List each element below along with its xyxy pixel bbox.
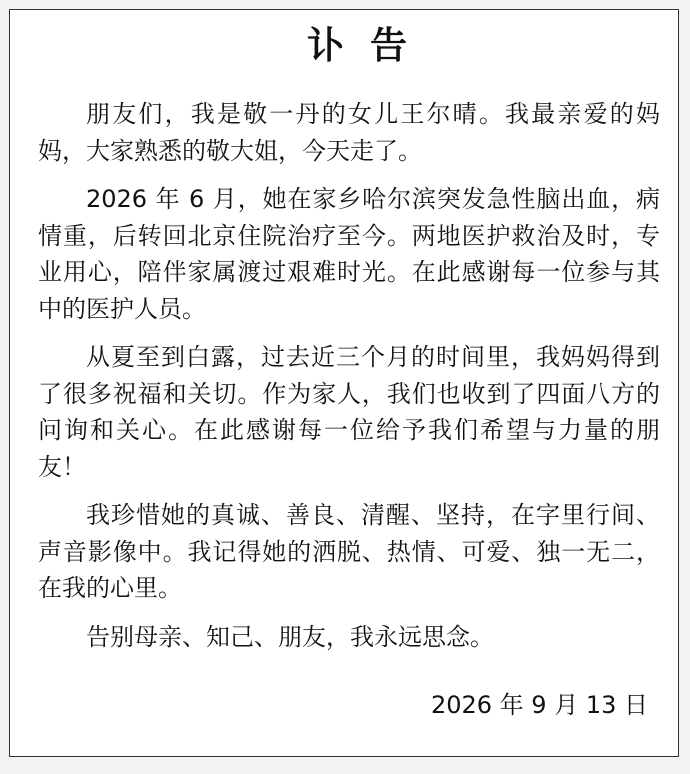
paragraph-illness: 2026 年 6 月，她在家乡哈尔滨突发急性脑出血，病情重，后转回北京住院治疗至今。两地医护救治及时，专业用心，陪伴家属渡过艰难时光。在此感谢每一位参与其中的医护人员。 bbox=[38, 185, 660, 323]
obituary-notice bbox=[9, 9, 679, 757]
notice-date: 2026 年 9 月 13 日 bbox=[430, 691, 648, 719]
paragraph-intro: 朋友们，我是敬一丹的女儿王尔晴。我最亲爱的妈妈，大家熟悉的敬大姐，今天走了。 bbox=[38, 100, 660, 165]
notice-body bbox=[38, 96, 660, 667]
paragraph-thanks: 从夏至到白露，过去近三个月的时间里，我妈妈得到了很多祝福和关切。作为家人，我们也收到了四面八方的问询和关心。在此感谢每一位给予我们希望与力量的朋友！ bbox=[38, 343, 660, 481]
notice-title: 讣告 bbox=[307, 24, 433, 67]
paragraph-memory: 我珍惜她的真诚、善良、清醒、坚持，在字里行间、声音影像中。我记得她的洒脱、热情、可爱、独一无二，在我的心里。 bbox=[38, 501, 660, 602]
paragraph-farewell: 告别母亲、知己、朋友，我永远思念。 bbox=[86, 622, 494, 651]
